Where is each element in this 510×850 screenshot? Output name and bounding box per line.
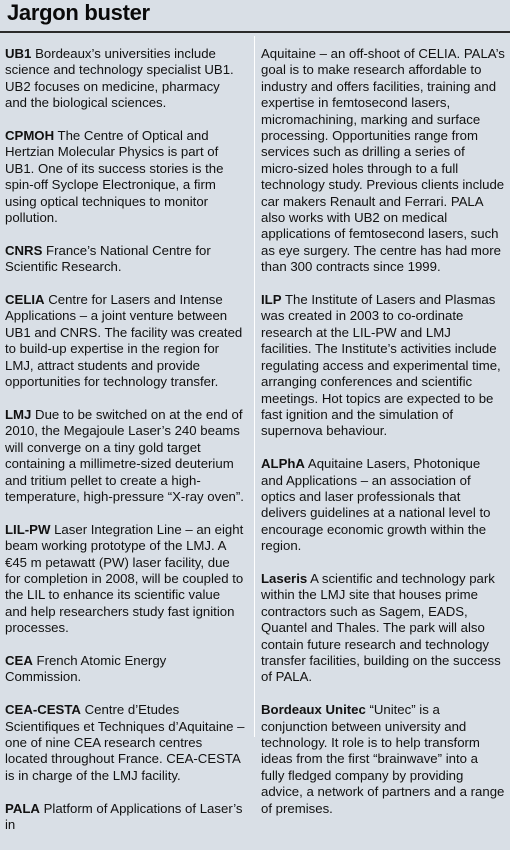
page-title: Jargon buster xyxy=(7,0,150,25)
glossary-definition: A scientific and technology park within the LMJ site that houses prime contractors such as Sagem, EADS, Quantel and Thales. The park will also contain future research and technology transfer facilities, building on the success of PALA. xyxy=(261,570,501,685)
glossary-entry-pala-continued: Aquitaine – an off-shoot of CELIA. PALA’s goal is to make research affordable to industry and offers facilities, training and expertise in femtosecond lasers, micromachining, marking and surface processing. Opportunities range from services such as drilling a series of micro-sized holes through to a full technology study. Previous clients include car makers Renault and Ferrari. PALA also works with UB2 on medical applications of femtosecond lasers, such as eye surgery. The centre has had more than 300 contracts since 1999. xyxy=(261,46,505,275)
glossary-term: CELIA xyxy=(5,292,45,308)
glossary-term: CEA-CESTA xyxy=(5,702,81,718)
glossary-entry-laseris xyxy=(261,571,505,686)
right-column xyxy=(261,46,505,833)
glossary-term: Bordeaux Unitec xyxy=(261,702,366,718)
glossary-entry-ilp xyxy=(261,292,505,440)
glossary-definition: Centre d’Etudes Scientifiques et Techniques d’Aquitaine – one of nine CEA research centres located throughout France. CEA-CESTA is in charge of the LMJ facility. xyxy=(5,702,245,783)
glossary-term: UB1 xyxy=(5,46,32,61)
left-column xyxy=(5,46,245,850)
glossary-entry-celia xyxy=(5,292,245,390)
glossary-entry-ub1 xyxy=(5,46,245,112)
glossary-definition: The Centre of Optical and Hertzian Molecular Physics is part of UB1. One of its success stories is the spin-off Syclope Electronique, a firm using optical techniques to monitor pollution. xyxy=(5,128,224,226)
glossary-entry-cea-cesta xyxy=(5,702,245,784)
glossary-definition: Centre for Lasers and Intense Applications – a joint venture between UB1 and CNRS. The facility was created to build-up expertise in the region for LMJ, attract students and provide opportunities for technology transfer. xyxy=(5,292,243,390)
glossary-entry-cnrs xyxy=(5,243,245,276)
glossary-entry-lmj xyxy=(5,407,245,505)
glossary-term: CNRS xyxy=(5,242,43,258)
glossary-definition: Laser Integration Line – an eight beam working prototype of the LMJ. A €45 m petawatt (PW) laser facility, due for completion in 2008, will be coupled to the LIL to enhance its scientific value and help researchers study fast ignition processes. xyxy=(5,521,244,636)
title-rule xyxy=(0,31,510,33)
glossary-definition: Due to be switched on at the end of 2010, the Megajoule Laser’s 240 beams will converge on a tiny gold target containing a millimetre-sized deuterium and tritium pellet to create a high-temperature, high-pressure “X-ray oven”. xyxy=(5,406,244,504)
glossary-term: LIL-PW xyxy=(5,521,51,537)
glossary-entry-alpha xyxy=(261,456,505,554)
glossary-definition: Platform of Applications of Laser’s in xyxy=(5,800,243,832)
glossary-definition: The Institute of Lasers and Plasmas was created in 2003 to co-ordinate research at the LIL-PW and LMJ facilities. The Institute’s activities include regulating access and experimental time, arranging conferences and scientific meetings. Hot topics are expected to be fast ignition and the simulation of supernova behaviour. xyxy=(261,292,501,439)
glossary-entry-pala xyxy=(5,801,245,834)
glossary-term: CPMOH xyxy=(5,128,55,144)
glossary-definition: Bordeaux’s universities include science and technology specialist UB1. UB2 focuses on medicine, pharmacy and the biological sciences. xyxy=(5,46,234,111)
glossary-definition: Aquitaine Lasers, Photonique and Applications – an association of optics and laser professionals that delivers guidelines at a national level to encourage economic growth within the region. xyxy=(261,456,491,554)
glossary-term: ALPhA xyxy=(261,456,305,472)
glossary-entry-cpmoh xyxy=(5,128,245,226)
glossary-term: LMJ xyxy=(5,406,32,422)
glossary-term: PALA xyxy=(5,800,40,816)
glossary-term: Laseris xyxy=(261,570,308,586)
column-divider xyxy=(254,36,255,737)
glossary-entry-cea xyxy=(5,653,245,686)
glossary-definition: French Atomic Energy Commission. xyxy=(5,652,167,685)
glossary-entry-bordeaux-unitec xyxy=(261,702,505,817)
glossary-term: CEA xyxy=(5,652,33,668)
glossary-term: ILP xyxy=(261,292,282,308)
glossary-definition: “Unitec” is a conjunction between university and technology. It role is to help transform ideas from the first “brainwave” into a fully fledged company by providing advice, a network of partners and a range of premises. xyxy=(261,702,505,816)
glossary-definition: France’s National Centre for Scientific Research. xyxy=(5,242,211,275)
glossary-entry-lil-pw xyxy=(5,522,245,637)
